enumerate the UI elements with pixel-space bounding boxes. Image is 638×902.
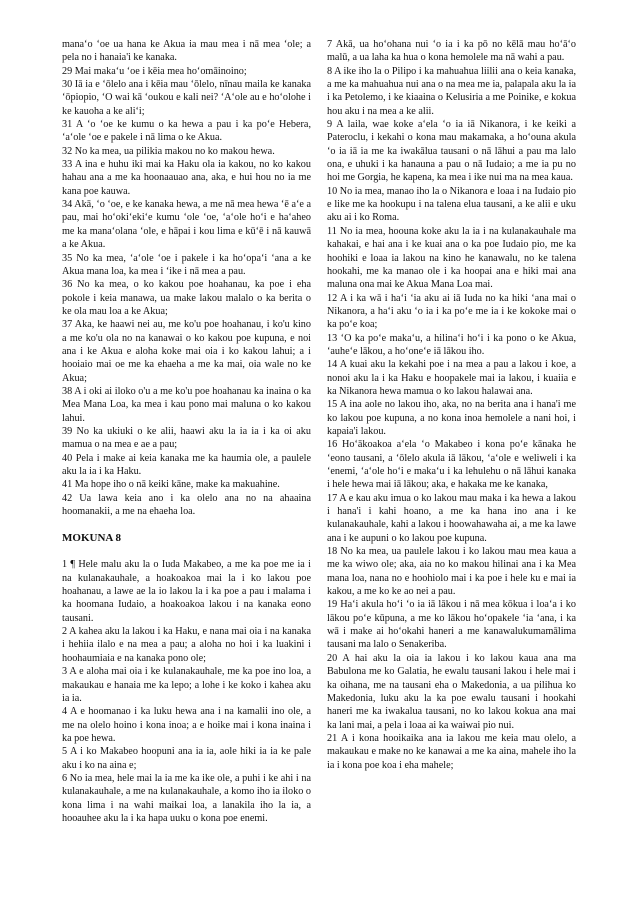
right-column: [327, 38, 576, 858]
verse-paragraph: 8 A ike iho la o Pilipo i ka mahuahua liilii ana o keia kanaka, a me ka mahuahua nui ana o na mea me ia, palapala aku la ia i ka Petolemo, i ke kiaaina o Kelusiria a me Poinike, e kokua hou aku i na mea a ke alii.: [327, 65, 576, 117]
left-column: [62, 38, 311, 858]
verse-paragraph: 40 Pela i make ai keia kanaka me ka haumia ole, a paulele aku la ia i ka Haku.: [62, 452, 311, 477]
verse-paragraph: 13 ʻO ka poʻe makaʻu, a hilinaʻi hoʻi i ka pono o ke Akua, ʻauheʻe lākou, a hoʻoneʻe iā lākou iho.: [327, 332, 576, 357]
verse-paragraph: 16 Hoʻākoakoa aʻela ʻo Makabeo i kona poʻe kānaka he ʻeono tausani, a ʻōlelo akula iā lākou, ʻaʻole e weliweli i ka ʻenemi, ʻaʻole hoʻi e makaʻu i ka lehulehu o nā lāhui kanaka i hele hewa mai iā lākou; aka, e hakaka me ke kanaka,: [327, 439, 576, 491]
verse-paragraph: 30 Iā ia e ʻōlelo ana i kēia mau ʻōlelo, nīnau maila ke kanaka ʻōpiopio, ʻO wai kā ʻoukou e kali nei? ʻAʻole au e hoʻolohe i ke kauoha a ke aliʻi;: [62, 79, 311, 117]
verse-paragraph: 12 A i ka wā i haʻi ʻia aku ai iā Iuda no ka hiki ʻana mai o Nikanora, a haʻi aku ʻo ia i ka poʻe me ia i ke kokoke mai o ka poʻe koa;: [327, 292, 576, 331]
verse-paragraph: 33 A ina e huhu iki mai ka Haku ola ia kakou, no ko kakou hahau ana a me ka hoonaauao ana, aka, e hui hou no ia me kana poe kauwa.: [62, 159, 311, 197]
verse-paragraph: 9 A laila, wae koke aʻela ʻo ia iā Nikanora, i ke keiki a Pateroclu, i kekahi o kona mau makamaka, a hoʻouna akula ʻo ia iā ia me ka iwakālua tausani o nā lāhui a pau ma lalo ona, e uhuki i ka hanauna a pau o nā Iudaio; a me ia pu no hoi me Gorgia, he kapena, ka mea i ike nui ma na mea kaua.: [327, 119, 576, 184]
chapter-spacer-before: [62, 518, 311, 531]
verse-paragraph: 42 Ua lawa keia ano i ka olelo ana no na ahaaina hoomanakii, a me na ehaeha loa.: [62, 492, 311, 518]
verse-paragraph: 31 A ʻo ʻoe ke kumu o ka hewa a pau i ka poʻe Hebera, ʻaʻole ʻoe e pakele i nā lima o ke Akua.: [62, 119, 311, 144]
verse-paragraph: 35 No ka mea, ʻaʻole ʻoe i pakele i ka hoʻopaʻi ʻana a ke Akua mana loa, ka mea i ʻike i nā mea a pau.: [62, 252, 311, 277]
verse-paragraph: 18 No ka mea, ua paulele lakou i ko lakou mau mea kaua a me ka wiwo ole; aka, aia no ko makou hilinai ana i ka Mea mana loa, nana no e hoohiolo mai i ka poe i hele ku e mai ia kakou, a me ko ke ao nei a pau.: [327, 546, 576, 598]
verse-paragraph: 17 A e kau aku imua o ko lakou mau maka i ka hewa a lakou i hana'i i kahi hoano, a me ka hana ino ana i ke kulanakauhale, kahi a lakou i hoowahawaha ai, a me ka lawe ana i ke aupuni o ko lakou poe kupuna.: [327, 492, 576, 544]
document-page: [62, 38, 576, 858]
verse-paragraph: 7 Akā, ua hoʻohana nui ʻo ia i ka pō no kēlā mau hoʻāʻo malū, a ua laha ka hua o kona hemolele ma nā wahi a pau.: [327, 39, 576, 64]
verse-paragraph: 2 A kahea aku la lakou i ka Haku, e nana mai oia i na kanaka i hehiia ilalo e na mea a pau; a aloha no hoi i ka luakini i hoohaumiaia e na kanaka pono ole;: [62, 626, 311, 664]
verse-paragraph: 10 No ia mea, manao iho la o Nikanora e loaa i na Iudaio pio e like me ka hookupu i na talena elua tausani, a ke alii e uku aku ai i ko Roma.: [327, 185, 576, 224]
verse-paragraph: 11 No ia mea, hoouna koke aku la ia i na kulanakauhale ma kahakai, e hai ana i ke kuai ana o ka poe Iudaio pio, me ka hoohiki e loaa ia lakou na kino he kanawalu, no ke talena hookahi, me ka manao ole i ka hoopai ana e hiki mai ana maluna ona mai ke Akua Mana Loa mai.: [327, 225, 576, 291]
verse-paragraph: 39 No ka ukiuki o ke alii, haawi aku la ia ia i ka oi aku mamua o na mea e ae a pau;: [62, 425, 311, 451]
verse-paragraph: 21 A i kona hooikaika ana ia lakou me keia mau olelo, a makaukau e make no ke kanawai a me ka aina, mahele iho la ia i kona poe koa i eha mahele;: [327, 732, 576, 771]
verse-paragraph: 29 Mai makaʻu ʻoe i kēia mea hoʻomāinoino;: [62, 65, 247, 77]
verse-paragraph: 14 A kuai aku la kekahi poe i na mea a pau a lakou i koe, a nonoi aku la i ka Haku e hoopakele mai ia lakou, i kuaiia e ka Nikanora hewa mamua o ko lakou halawai ana.: [327, 359, 576, 397]
verse-paragraph: 15 A ina aole no lakou iho, aka, no na berita ana i hana'i me ko lakou poe kupuna, a no kona inoa hemolele a nani hoi, i kapaia'i lakou.: [327, 399, 576, 437]
left-column-chapter-verses: [62, 558, 311, 825]
verse-paragraph: 36 No ka mea, o ko kakou poe hoahanau, ka poe i eha pokole i keia manawa, ua make lakou malalo o ka berita o ke ola mau loa a ke Akua;: [62, 279, 311, 317]
verse-paragraph: 32 No ka mea, ua pilikia makou no ko makou hewa.: [62, 145, 275, 157]
verse-paragraph: 34 Akā, ʻo ʻoe, e ke kanaka hewa, a me nā mea hewa ʻē aʻe a pau, mai hoʻokiʻekiʻe kumu ʻole ʻoe, ʻaʻole hoʻi e haʻaheo me ka manaʻolana ʻole, e hāpai i kou lima e kūʻē i nā kauwā a ke Akua.: [62, 199, 311, 251]
verse-paragraph: 6 No ia mea, hele mai la ia me ka ike ole, a puhi i ke ahi i na kulanakauhale, a me na kulanakauhale, a komo iho ia iloko o kona lima i na wahi maikai loa, a lanakila iho la ia, a hooauhee aku la i ka hapa uuku o kona poe enemi.: [62, 772, 311, 824]
verse-paragraph: 41 Ma hope iho o nā keiki kāne, make ka makuahine.: [62, 479, 280, 491]
left-column-verses: [62, 38, 311, 518]
verse-paragraph: 3 A e aloha mai oia i ke kulanakauhale, me ka poe ino loa, a makaukau e hanaia me ka lepo; a lohe i ke koko i kahea aku ia ia.: [62, 666, 311, 704]
chapter-spacer-after: [62, 545, 311, 558]
verse-paragraph: 5 A i ko Makabeo hoopuni ana ia ia, aole hiki ia ia ke pale aku i ko na aina e;: [62, 746, 311, 771]
verse-paragraph: 19 Haʻi akula hoʻi ʻo ia iā lākou i nā mea kōkua i loaʻa i ko lākou poʻe kūpuna, a me ko lākou hoʻopakele ʻia ʻana, i ka wā i make ai hoʻokahi haneri a me kanawalukumamālima tausani ma lalo o Senakeriba.: [327, 599, 576, 651]
chapter-heading: MOKUNA 8: [62, 531, 121, 544]
verse-paragraph: 4 A e hoomanao i ka luku hewa ana i na kamalii ino ole, a me na olelo hoino i kona inoa; a e hoike mai i kona inaina i ka poe hewa.: [62, 706, 311, 744]
verse-paragraph: 37 Aka, ke haawi nei au, me ko'u poe hoahanau, i ko'u kino a me ko'u ola no na kanawai o ko kakou poe kupuna, e noi ana i ke Akua e aloha koke mai oia i ko kakou lahui; a i hooiaio mai oe me ka ehaeha a me ka mai, oia wale no ke Akua;: [62, 319, 311, 384]
verse-paragraph: manaʻo ʻoe ua hana ke Akua ia mau mea i nā mea ʻole; a pela no i hanaia'i ke kanaka.: [62, 39, 311, 64]
verse-paragraph: 20 A hai aku la oia ia lakou i ko lakou kaua ana ma Babulona me ko Galatia, he ewalu tausani lakou i hele mai i ka oihana, me na tausani eha o Makedonia, a ua pilihua ko Makedonia, luku aku la ka poe ewalu tausani i hookahi haneri me ka iwakalua tausani, no ko lakou kokua ana mai ka lani mai, a pela i loaa ai ka waiwai pio nui.: [327, 652, 576, 731]
right-column-verses: [327, 38, 576, 772]
verse-paragraph: 38 A i oki ai iloko o'u a me ko'u poe hoahanau ka inaina o ka Mea Mana Loa, ka mea i kau pono mai maluna o ko kakou lahui.: [62, 385, 311, 424]
verse-paragraph: 1 ¶ Hele malu aku la o Iuda Makabeo, a me ka poe me ia i na kulanakauhale, a hoakoakoa mai la i ko lakou poe hoahanau, a lawe ae la io lakou la i ka poe a pau i malama i ka hoomana Iudaio, a hoakoakoa lakou i na kanaka eono tausani.: [62, 559, 311, 624]
